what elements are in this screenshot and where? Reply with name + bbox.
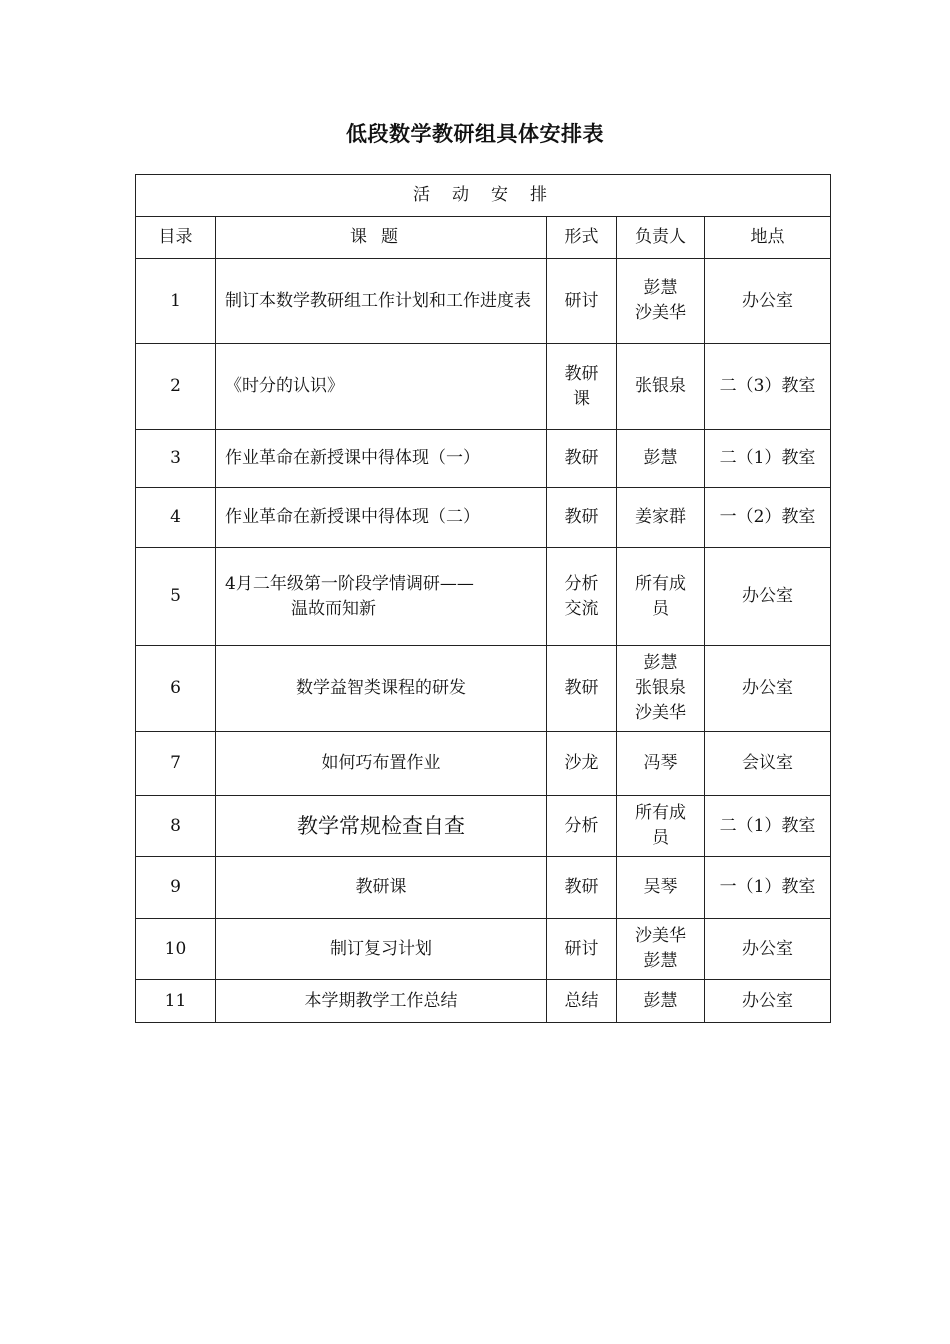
row-index: 4 [136, 488, 216, 548]
table-row [136, 857, 831, 919]
table-row [136, 796, 831, 857]
row-index: 5 [136, 548, 216, 646]
row-index: 6 [136, 646, 216, 732]
row-location: 办公室 [705, 259, 831, 344]
row-topic: 《时分的认识》 [216, 344, 547, 430]
row-format: 教研 [547, 488, 617, 548]
row-topic: 作业革命在新授课中得体现（二） [216, 488, 547, 548]
table-row [136, 646, 831, 732]
row-topic [216, 548, 547, 646]
row-format: 分析 交流 [547, 548, 617, 646]
row-location: 办公室 [705, 980, 831, 1023]
page-title: 低段数学教研组具体安排表 [346, 122, 604, 146]
row-format: 总结 [547, 980, 617, 1023]
row-topic-line2: 温故而知新 [291, 598, 376, 619]
row-topic: 数学益智类课程的研发 [216, 646, 547, 732]
table-row [136, 548, 831, 646]
row-format: 教研 课 [547, 344, 617, 430]
section-header-row [136, 175, 831, 217]
table-row [136, 980, 831, 1023]
row-location: 一（1）教室 [705, 857, 831, 919]
row-index: 1 [136, 259, 216, 344]
row-owner: 所有成 员 [617, 548, 705, 646]
row-index: 9 [136, 857, 216, 919]
row-owner: 彭慧 沙美华 [617, 259, 705, 344]
row-index: 11 [136, 980, 216, 1023]
row-topic: 制订复习计划 [216, 919, 547, 980]
row-index: 10 [136, 919, 216, 980]
row-location: 二（3）教室 [705, 344, 831, 430]
row-location: 办公室 [705, 646, 831, 732]
row-index: 8 [136, 796, 216, 857]
row-topic: 本学期教学工作总结 [216, 980, 547, 1023]
row-location: 二（1）教室 [705, 796, 831, 857]
row-location: 二（1）教室 [705, 430, 831, 488]
row-topic: 教学常规检查自查 [216, 796, 547, 857]
row-topic-line1: 4月二年级第一阶段学情调研—— [225, 573, 474, 594]
row-format: 分析 [547, 796, 617, 857]
row-format: 教研 [547, 857, 617, 919]
row-index: 2 [136, 344, 216, 430]
row-format: 沙龙 [547, 732, 617, 796]
row-owner: 姜家群 [617, 488, 705, 548]
table-row [136, 732, 831, 796]
row-owner: 张银泉 [617, 344, 705, 430]
row-owner: 彭慧 张银泉 沙美华 [617, 646, 705, 732]
table-row [136, 259, 831, 344]
row-owner: 彭慧 [617, 430, 705, 488]
column-header-owner: 负责人 [617, 217, 705, 259]
row-owner: 冯琴 [617, 732, 705, 796]
column-header-index: 目录 [136, 217, 216, 259]
row-location: 一（2）教室 [705, 488, 831, 548]
row-location: 会议室 [705, 732, 831, 796]
column-header-location: 地点 [705, 217, 831, 259]
column-header-topic: 课题 [216, 217, 547, 259]
table-row [136, 488, 831, 548]
row-topic: 如何巧布置作业 [216, 732, 547, 796]
table-row [136, 344, 831, 430]
row-owner: 所有成 员 [617, 796, 705, 857]
row-topic: 教研课 [216, 857, 547, 919]
row-location: 办公室 [705, 548, 831, 646]
table-row [136, 430, 831, 488]
row-owner: 彭慧 [617, 980, 705, 1023]
section-header: 活动安排 [136, 175, 831, 217]
row-index: 3 [136, 430, 216, 488]
row-owner: 吴琴 [617, 857, 705, 919]
table-row [136, 919, 831, 980]
schedule-table [135, 174, 831, 1023]
row-format: 教研 [547, 646, 617, 732]
row-location: 办公室 [705, 919, 831, 980]
row-topic: 制订本数学教研组工作计划和工作进度表 [216, 259, 547, 344]
row-index: 7 [136, 732, 216, 796]
row-format: 研讨 [547, 259, 617, 344]
row-format: 教研 [547, 430, 617, 488]
column-header-row [136, 217, 831, 259]
row-owner: 沙美华 彭慧 [617, 919, 705, 980]
row-format: 研讨 [547, 919, 617, 980]
column-header-format: 形式 [547, 217, 617, 259]
row-topic: 作业革命在新授课中得体现（一） [216, 430, 547, 488]
